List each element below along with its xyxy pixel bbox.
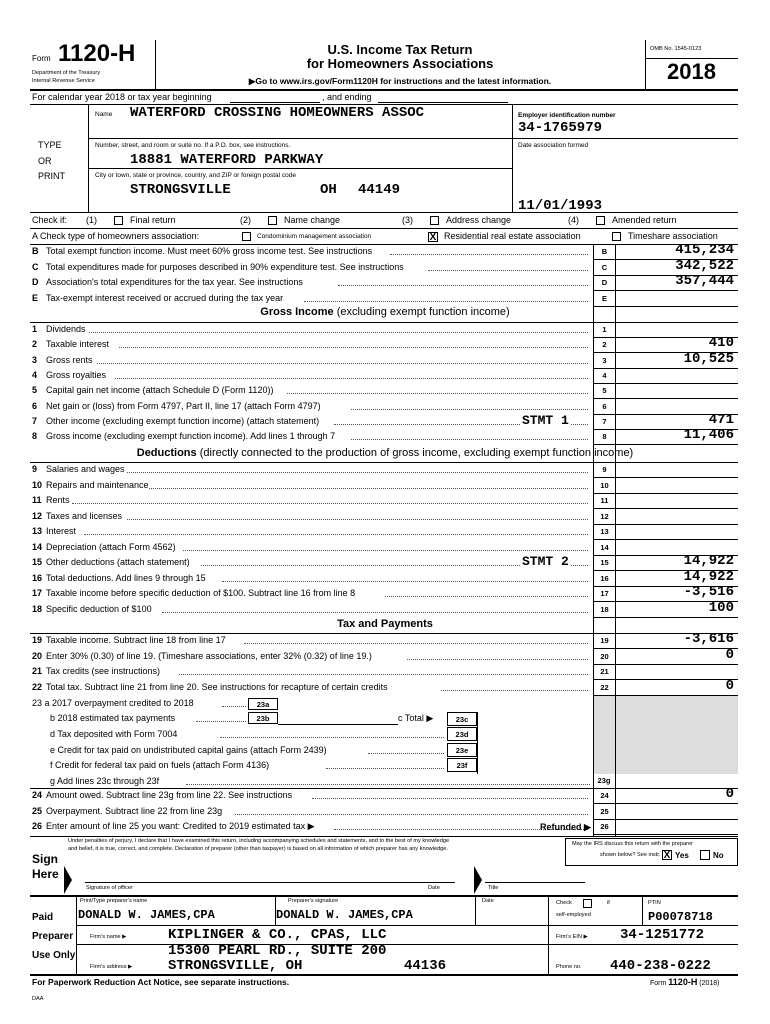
tax-payments-title: Tax and Payments bbox=[337, 618, 433, 630]
line-26-label bbox=[32, 821, 315, 832]
line-23b-box[interactable]: 23b bbox=[248, 712, 278, 724]
line-number: 3 bbox=[32, 355, 38, 365]
line-box-number: 12 bbox=[600, 512, 609, 521]
leader-dots bbox=[441, 690, 588, 691]
line-text: Tax-exempt interest received or accrued during the tax year bbox=[46, 293, 284, 303]
line-number: 13 bbox=[32, 526, 43, 536]
line-number: 10 bbox=[32, 480, 43, 490]
line-text: Tax credits (see instructions) bbox=[46, 666, 161, 676]
or-label: OR bbox=[38, 156, 52, 166]
line-E-label bbox=[32, 293, 283, 303]
line-box-number: 4 bbox=[602, 371, 607, 380]
final-return-checkbox[interactable] bbox=[114, 216, 123, 225]
line-20-amount[interactable]: 0 bbox=[725, 647, 734, 663]
line-number: 2 bbox=[32, 339, 38, 349]
leader-dots bbox=[149, 488, 588, 489]
line-text: Specific deduction of $100 bbox=[46, 604, 152, 614]
line-text: Gross royalties bbox=[46, 370, 107, 380]
line-text: Total expenditures made for purposes described in 90% expenditure test. See instructions bbox=[46, 262, 404, 272]
phone[interactable]: 440-238-0222 bbox=[610, 958, 711, 974]
firm-ein[interactable]: 34-1251772 bbox=[620, 927, 705, 943]
line-text: Taxable income before specific deduction of $100. Subtract line 16 from line 8 bbox=[46, 588, 356, 598]
line-17-label bbox=[32, 588, 355, 598]
firm-name[interactable]: KIPLINGER & CO., CPAS, LLC bbox=[168, 927, 387, 943]
form-ref-word: Form bbox=[650, 980, 667, 987]
discuss-yes-checkbox[interactable]: X bbox=[663, 850, 671, 861]
irs-discuss-line-1: May the IRS discuss this return with the preparer bbox=[572, 841, 693, 847]
box-column-right-rule bbox=[615, 244, 616, 836]
line-23f-box[interactable]: 23f bbox=[447, 758, 477, 772]
line-text: Salaries and wages bbox=[46, 464, 125, 474]
refunded-label: Refunded ▶ bbox=[540, 822, 591, 832]
perjury-line-2: and belief, it is true, correct, and complete. Declaration of preparer (other than taxpayer) is based on all information of which preparer has any knowledge. bbox=[68, 846, 448, 852]
line-box-number: 15 bbox=[600, 558, 609, 567]
line-3-label bbox=[32, 355, 93, 365]
line-23c-box[interactable]: 23c bbox=[447, 712, 477, 726]
line-box-number: 14 bbox=[600, 543, 609, 552]
line-box-number: 18 bbox=[600, 605, 609, 614]
line-23b-label: b 2018 estimated tax payments bbox=[50, 713, 176, 723]
leader-dots bbox=[127, 472, 588, 473]
self-employed-if-label: if bbox=[607, 900, 610, 906]
sign-title-label: Title bbox=[488, 885, 499, 891]
line-number: 18 bbox=[32, 604, 43, 614]
leader-dots bbox=[312, 798, 588, 799]
final-return-label: Final return bbox=[130, 215, 176, 225]
line-box-number: 26 bbox=[600, 822, 609, 831]
line-text: Enter amount of line 25 you want: Credited to 2019 estimated tax ▶ bbox=[46, 821, 315, 831]
line-number: 11 bbox=[32, 495, 42, 505]
preparer-name[interactable]: DONALD W. JAMES,CPA bbox=[78, 908, 215, 922]
firm-zip[interactable]: 44136 bbox=[404, 958, 447, 974]
association-type-label: A Check type of homeowners association: bbox=[32, 231, 200, 241]
name-change-label: Name change bbox=[284, 215, 341, 225]
line-24-label bbox=[32, 790, 292, 800]
line-box-number: B bbox=[601, 247, 608, 256]
line-box-number: E bbox=[601, 294, 607, 303]
line-text: Repairs and maintenance bbox=[46, 480, 149, 490]
omb-number: OMB No. 1545-0123 bbox=[650, 46, 702, 52]
firm-ein-label: Firm's EIN ▶ bbox=[556, 934, 588, 940]
line-8-amount[interactable]: 11,406 bbox=[683, 427, 734, 443]
line-24-amount[interactable]: 0 bbox=[725, 786, 734, 802]
self-employed-check-label: Check bbox=[556, 900, 572, 906]
line-7-label bbox=[32, 416, 319, 426]
line-box-number: 2 bbox=[602, 340, 607, 349]
amended-return-checkbox[interactable] bbox=[596, 216, 605, 225]
form-word: Form bbox=[32, 54, 51, 63]
line-number: 5 bbox=[32, 385, 38, 395]
self-employed-checkbox[interactable] bbox=[583, 899, 592, 908]
line-number: 15 bbox=[32, 557, 43, 567]
line-14-label bbox=[32, 542, 176, 552]
form-ref bbox=[650, 977, 720, 987]
line-23f-label: f Credit for federal tax paid on fuels (attach Form 4136) bbox=[50, 760, 270, 770]
self-employed-label: self-employed bbox=[556, 912, 591, 918]
firm-address-line-1[interactable]: 15300 PEARL RD., SUITE 200 bbox=[168, 943, 387, 959]
line-23g-box[interactable]: 23g bbox=[597, 776, 611, 785]
line-number: 9 bbox=[32, 464, 38, 474]
line-15-label bbox=[32, 557, 190, 567]
line-text: Rents bbox=[46, 495, 70, 505]
gross-income-title bbox=[0, 306, 770, 318]
line-23d-box[interactable]: 23d bbox=[447, 727, 477, 741]
state[interactable]: OH bbox=[320, 182, 337, 198]
line-box-number: 9 bbox=[602, 465, 607, 474]
line-10-label bbox=[32, 480, 149, 490]
line-box-number: 7 bbox=[602, 417, 607, 426]
line-text: Capital gain net income (attach Schedule D (Form 1120)) bbox=[46, 385, 274, 395]
box-column-left-rule bbox=[593, 244, 594, 836]
line-text: Total exempt function income. Must meet 60% gross income test. See instructions bbox=[46, 246, 373, 256]
leader-dots bbox=[390, 254, 588, 255]
check-2-num: (2) bbox=[240, 215, 251, 225]
leader-dots bbox=[338, 285, 588, 286]
here-title: Here bbox=[32, 867, 59, 881]
line-8-label bbox=[32, 431, 335, 441]
timeshare-checkbox[interactable] bbox=[612, 232, 621, 241]
line-box-number: 11 bbox=[600, 496, 609, 505]
line-23e-label: e Credit for tax paid on undistributed capital gains (attach Form 2439) bbox=[50, 745, 327, 755]
line-D-amount[interactable]: 357,444 bbox=[675, 273, 734, 289]
leader-dots bbox=[89, 332, 588, 333]
line-text: Amount owed. Subtract line 23g from line 22. See instructions bbox=[46, 790, 293, 800]
street-label: Number, street, and room or suite no. If a P.O. box, see instructions. bbox=[95, 142, 291, 149]
leader-dots bbox=[351, 439, 588, 440]
title-line-1: U.S. Income Tax Return bbox=[327, 42, 473, 57]
line-text: Association's total expenditures for the tax year. See instructions bbox=[46, 277, 303, 287]
leader-dots bbox=[351, 409, 588, 410]
line-17-amount[interactable]: -3,516 bbox=[683, 584, 734, 600]
leader-dots bbox=[72, 503, 589, 504]
line-box-number: 21 bbox=[600, 667, 609, 676]
instructions-link[interactable]: ▶Go to www.irs.gov/Form1120H for instructions and the latest information. bbox=[248, 76, 552, 86]
title-arrow-icon bbox=[474, 866, 482, 894]
print-label: PRINT bbox=[38, 171, 65, 181]
line-13-label bbox=[32, 526, 76, 536]
use-only-label: Use Only bbox=[32, 950, 76, 961]
line-number: 25 bbox=[32, 806, 43, 816]
tax-year: 2018 bbox=[667, 59, 716, 84]
name-change-checkbox[interactable] bbox=[268, 216, 277, 225]
line-number: 6 bbox=[32, 401, 38, 411]
preparer-signature[interactable]: DONALD W. JAMES,CPA bbox=[276, 908, 413, 922]
line-box-number: 5 bbox=[602, 386, 607, 395]
line-box-number: 17 bbox=[600, 589, 609, 598]
line-23e-box[interactable]: 23e bbox=[447, 743, 477, 757]
condo-checkbox[interactable] bbox=[242, 232, 251, 241]
line-box-number: 1 bbox=[602, 325, 607, 334]
line-text: Net gain or (loss) from Form 4797, Part II, line 17 (attach Form 4797) bbox=[46, 401, 321, 411]
leader-dots bbox=[235, 814, 588, 815]
gross-income-title-bold: Gross Income bbox=[260, 306, 334, 318]
line-text: Taxable interest bbox=[46, 339, 110, 349]
line-text: Interest bbox=[46, 526, 77, 536]
check-if-label: Check if: bbox=[32, 215, 68, 225]
line-number: 24 bbox=[32, 790, 43, 800]
line-text: Gross income (excluding exempt function income). Add lines 1 through 7 bbox=[46, 431, 336, 441]
line-box-number: 13 bbox=[600, 527, 609, 536]
line-number: E bbox=[32, 293, 39, 303]
line-3-amount[interactable]: 10,525 bbox=[683, 351, 734, 367]
line-number: 22 bbox=[32, 682, 43, 692]
timeshare-label: Timeshare association bbox=[628, 231, 718, 241]
line-23a-label: 23 a 2017 overpayment credited to 2018 bbox=[32, 698, 194, 708]
line-23g-label: g Add lines 23c through 23f bbox=[50, 776, 160, 786]
address-change-label: Address change bbox=[446, 215, 512, 225]
name-label: Name bbox=[95, 111, 113, 118]
line-23d-label: d Tax deposited with Form 7004 bbox=[50, 729, 178, 739]
discuss-no-label: No bbox=[713, 851, 724, 860]
irs-discuss-line-2: shown below? See instr. bbox=[600, 852, 661, 858]
preparer-label: Preparer bbox=[32, 931, 74, 942]
line-number: 17 bbox=[32, 588, 43, 598]
zip[interactable]: 44149 bbox=[358, 182, 401, 198]
gross-income-title-rest: (excluding exempt function income) bbox=[336, 306, 510, 318]
line-16-amount[interactable]: 14,922 bbox=[683, 569, 734, 585]
line-box-number: 25 bbox=[600, 807, 609, 816]
form-number: 1120-H bbox=[58, 40, 136, 67]
leader-dots bbox=[222, 581, 588, 582]
condo-label: Condominium management association bbox=[257, 233, 372, 240]
line-22-label bbox=[32, 682, 388, 692]
leader-dots bbox=[162, 612, 588, 613]
line-number: 20 bbox=[32, 651, 43, 661]
paperwork-notice: For Paperwork Reduction Act Notice, see separate instructions. bbox=[32, 977, 290, 987]
line-box-number: 19 bbox=[600, 636, 609, 645]
line-15-amount[interactable]: 14,922 bbox=[683, 553, 734, 569]
line-23a-box[interactable]: 23a bbox=[248, 698, 278, 710]
line-number: 19 bbox=[32, 635, 43, 645]
line-9-label bbox=[32, 464, 125, 474]
line-7-amount[interactable]: 471 bbox=[708, 412, 734, 428]
line-number: 7 bbox=[32, 416, 38, 426]
line-box-number: 22 bbox=[600, 683, 609, 692]
city[interactable]: STRONGSVILLE bbox=[130, 182, 231, 198]
line-number: B bbox=[32, 246, 39, 256]
sign-date-label: Date bbox=[428, 885, 440, 891]
statement-ref[interactable]: STMT 1 bbox=[522, 413, 569, 428]
line-text: Depreciation (attach Form 4562) bbox=[46, 542, 176, 552]
line-text: Taxes and licenses bbox=[46, 511, 123, 521]
line-18-amount[interactable]: 100 bbox=[708, 600, 734, 616]
line-number: 26 bbox=[32, 821, 43, 831]
leader-dots bbox=[97, 363, 588, 364]
line-B-label bbox=[32, 246, 372, 256]
line-text: Other income (excluding exempt function income) (attach statement) bbox=[46, 416, 320, 426]
type-label: TYPE bbox=[38, 140, 62, 150]
line-number: 4 bbox=[32, 370, 38, 380]
residential-checkbox[interactable]: X bbox=[429, 232, 437, 243]
line-box-number: 3 bbox=[602, 356, 607, 365]
line-C-amount[interactable]: 342,522 bbox=[675, 258, 734, 274]
line-number: 21 bbox=[32, 666, 43, 676]
residential-label: Residential real estate association bbox=[444, 231, 581, 241]
discuss-no-checkbox[interactable] bbox=[700, 850, 710, 860]
line-21-label bbox=[32, 666, 160, 676]
ptin[interactable]: P00078718 bbox=[648, 910, 713, 924]
date-formed[interactable]: 11/01/1993 bbox=[518, 198, 603, 214]
sign-arrow-icon bbox=[64, 866, 72, 894]
sign-title: Sign bbox=[32, 852, 58, 866]
leader-dots bbox=[428, 270, 588, 271]
form-ref-year: (2018) bbox=[699, 980, 720, 987]
line-box-number: 10 bbox=[600, 481, 609, 490]
deductions-title-bold: Deductions bbox=[136, 447, 197, 459]
line-11-label bbox=[32, 495, 70, 505]
line-D-label bbox=[32, 277, 303, 287]
line-5-label bbox=[32, 385, 273, 395]
paid-label: Paid bbox=[32, 912, 54, 923]
line-20-label bbox=[32, 651, 372, 661]
deductions-title bbox=[0, 447, 770, 459]
and-ending-label: , and ending bbox=[322, 92, 372, 102]
discuss-yes-label: Yes bbox=[675, 851, 689, 860]
ptin-label: PTIN bbox=[648, 900, 661, 906]
line-18-label bbox=[32, 604, 152, 614]
line-number: C bbox=[32, 262, 39, 272]
line-box-number: 16 bbox=[600, 574, 609, 583]
city-label: City or town, state or province, country, and ZIP or foreign postal code bbox=[95, 172, 296, 179]
address-change-checkbox[interactable] bbox=[430, 216, 439, 225]
dept-line-2: Internal Revenue Service bbox=[32, 78, 95, 84]
leader-dots bbox=[179, 674, 588, 675]
daa-label: DAA bbox=[32, 996, 44, 1002]
check-4-num: (4) bbox=[568, 215, 579, 225]
line-box-number: 6 bbox=[602, 402, 607, 411]
line-2-label bbox=[32, 339, 109, 349]
phone-label: Phone no. bbox=[556, 964, 582, 970]
line-box-number: D bbox=[601, 278, 608, 287]
line-box-number: C bbox=[601, 263, 608, 272]
line-number: 1 bbox=[32, 324, 38, 334]
line-text: Dividends bbox=[46, 324, 86, 334]
leader-dots bbox=[385, 596, 588, 597]
line-C-label bbox=[32, 262, 404, 272]
line-B-amount[interactable]: 415,234 bbox=[675, 242, 734, 258]
line-4-label bbox=[32, 370, 106, 380]
leader-dots bbox=[115, 378, 589, 379]
line-box-number: 20 bbox=[600, 652, 609, 661]
amended-return-label: Amended return bbox=[612, 215, 677, 225]
line-number: 8 bbox=[32, 431, 38, 441]
line-16-label bbox=[32, 573, 206, 583]
perjury-line-1: Under penalties of perjury, I declare that I have examined this return, including accompanying schedules and statements, and to the best of my knowledge bbox=[68, 838, 450, 844]
title-line-2: for Homeowners Associations bbox=[306, 56, 494, 71]
calendar-year-label: For calendar year 2018 or tax year beginning bbox=[32, 92, 212, 102]
line-text: Overpayment. Subtract line 22 from line 23g bbox=[46, 806, 223, 816]
preparer-date-label: Date bbox=[482, 898, 494, 904]
preparer-name-label: Print/Type preparer's name bbox=[80, 898, 148, 904]
line-2-amount[interactable]: 410 bbox=[708, 335, 734, 351]
form-ref-number: 1120-H bbox=[668, 977, 698, 987]
line-6-label bbox=[32, 401, 321, 411]
line-text: Enter 30% (0.30) of line 19. (Timeshare associations, enter 32% (0.32) of line 19.) bbox=[46, 651, 372, 661]
signature-label: Signature of officer bbox=[86, 885, 133, 891]
line-1-label bbox=[32, 324, 86, 334]
line-number: 12 bbox=[32, 511, 43, 521]
line-number: 16 bbox=[32, 573, 43, 583]
line-19-label bbox=[32, 635, 226, 645]
dept-line-1: Department of the Treasury bbox=[32, 70, 101, 76]
line-text: Other deductions (attach statement) bbox=[46, 557, 190, 567]
leader-dots bbox=[407, 659, 588, 660]
statement-ref[interactable]: STMT 2 bbox=[522, 554, 569, 569]
street-address[interactable]: 18881 WATERFORD PARKWAY bbox=[130, 152, 324, 168]
ein-label: Employer identification number bbox=[518, 112, 616, 119]
line-text: Total tax. Subtract line 21 from line 20. See instructions for recapture of certain credits bbox=[46, 682, 388, 692]
line-text: Taxable income. Subtract line 18 from line 17 bbox=[46, 635, 226, 645]
line-number: 14 bbox=[32, 542, 43, 552]
ein[interactable]: 34-1765979 bbox=[518, 120, 603, 136]
date-formed-label: Date association formed bbox=[518, 142, 589, 149]
line-25-label bbox=[32, 806, 222, 816]
line-12-label bbox=[32, 511, 122, 521]
association-name[interactable]: WATERFORD CROSSING HOMEOWNERS ASSOC bbox=[130, 105, 425, 121]
line-23c-total-label: c Total ▶ bbox=[398, 713, 434, 723]
check-1-num: (1) bbox=[86, 215, 97, 225]
line-text: Gross rents bbox=[46, 355, 93, 365]
leader-dots bbox=[287, 393, 589, 394]
leader-dots bbox=[84, 534, 588, 535]
leader-dots bbox=[127, 519, 588, 520]
leader-dots bbox=[304, 301, 588, 302]
firm-address-label: Firm's address ▶ bbox=[90, 964, 133, 970]
check-3-num: (3) bbox=[402, 215, 413, 225]
line-number: D bbox=[32, 277, 39, 287]
leader-dots bbox=[183, 550, 588, 551]
line-19-amount[interactable]: -3,616 bbox=[683, 631, 734, 647]
line-text: Total deductions. Add lines 9 through 15 bbox=[46, 573, 206, 583]
line-box-number: 8 bbox=[602, 432, 607, 441]
leader-dots bbox=[119, 347, 588, 348]
preparer-signature-label: Preparer's signature bbox=[288, 898, 339, 904]
firm-address-line-2[interactable]: STRONGSVILLE, OH bbox=[168, 958, 303, 974]
leader-dots bbox=[244, 643, 589, 644]
firm-name-label: Firm's name ▶ bbox=[90, 934, 127, 940]
line-22-amount[interactable]: 0 bbox=[725, 678, 734, 694]
deductions-title-rest: (directly connected to the production of gross income, excluding exempt function income) bbox=[199, 447, 634, 459]
line-box-number: 24 bbox=[600, 791, 609, 800]
